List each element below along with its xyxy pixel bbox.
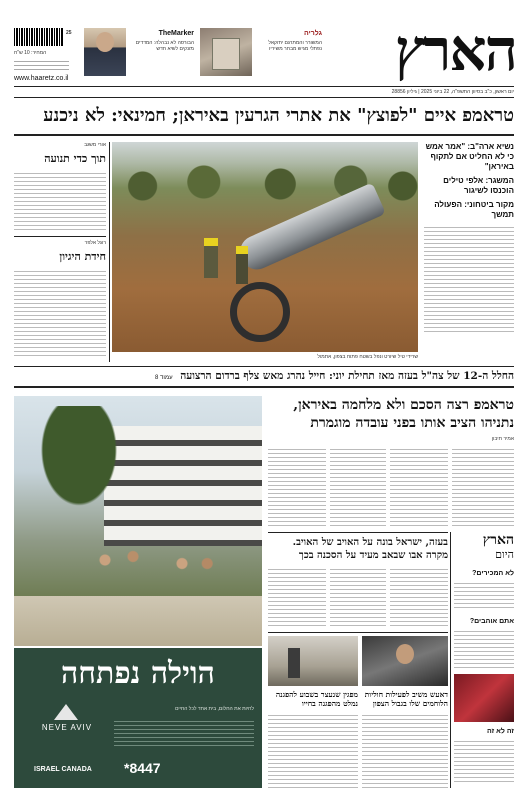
masthead	[0, 0, 526, 100]
story4-text-left	[268, 712, 358, 788]
opinion-author-2: רוגל אלפר	[84, 240, 106, 246]
today-panel-subtitle: היום	[495, 548, 514, 561]
building-facade	[104, 426, 262, 546]
opinion-divider	[14, 236, 106, 237]
today-item2-text	[454, 628, 514, 668]
today-item2-title[interactable]: אתם אוהבים?	[469, 618, 514, 625]
story4-text-right	[362, 712, 448, 788]
price-line: המחיר: 10 ש"ח	[14, 50, 47, 56]
opinion-title-2[interactable]: חידת היגיון	[59, 250, 106, 263]
responder-1	[204, 238, 218, 278]
lead-photo[interactable]	[112, 142, 418, 352]
path-walkway	[14, 596, 262, 646]
opinion-text-2	[14, 268, 106, 358]
ticker-rule-top	[14, 366, 514, 367]
story4-photo-right	[362, 636, 448, 686]
ad-logo-icon	[54, 704, 78, 720]
barcode	[14, 28, 64, 46]
today-item1-text	[454, 580, 514, 610]
story3-col2	[330, 566, 386, 628]
palm-tree	[34, 406, 124, 516]
opinion-title-1[interactable]: תוך כדי תנועה	[44, 152, 106, 165]
lead-body-text	[424, 224, 514, 334]
today-panel-title: הארץ	[482, 532, 514, 548]
galleria-label[interactable]: גלריה	[304, 30, 322, 37]
today-item3-text	[454, 738, 514, 782]
story2-col3	[330, 446, 386, 528]
lead-rule	[14, 134, 514, 136]
galleria-teaser-photo	[200, 28, 252, 76]
themarker-teaser-photo	[84, 28, 126, 76]
ad-headline: הוילה נפתחה	[61, 656, 215, 691]
story3-headline-line2: מקרה אבו שבאב מעיד על הסכנה בכך	[298, 550, 448, 561]
themarker-label[interactable]: TheMarker	[158, 30, 194, 37]
today-item1-title[interactable]: לא המכירים?	[472, 570, 514, 577]
website-url[interactable]: www.haaretz.co.il	[14, 75, 69, 82]
ad-partner: ISRAEL CANADA	[34, 766, 92, 773]
story2-headline[interactable]	[268, 396, 514, 432]
lead-kicker-column	[424, 142, 514, 352]
masthead-left-lines	[14, 58, 69, 72]
story4-rule	[268, 632, 448, 633]
ticker-headline[interactable]	[14, 369, 514, 383]
opinion-sidebar	[14, 142, 106, 362]
issue-number: 25	[66, 30, 72, 36]
today-panel	[454, 532, 514, 788]
masthead-rule-2	[14, 97, 514, 98]
lead-headline[interactable]: טראמפ איים "לפוצץ" את אתרי הגרעין באיראן; חמינאי: לא ניכנע	[43, 105, 514, 126]
ticker-rule-bottom	[14, 386, 514, 388]
masthead-rule	[14, 86, 514, 87]
today-panel-vrule	[450, 532, 451, 788]
story4-headline-left[interactable]: מפגין שנעצר בשבוע להפגנה נמלט מהפגנה בחייו	[275, 690, 358, 708]
dateline: יום ראשון, כ"ב בסיוון התשפ"ה, 22 ביוני 2025 | גיליון 28856	[391, 89, 514, 95]
story2-author: אמיר תיבון	[491, 436, 514, 442]
ticker-text: החלל ה-12 של צה"ל בעזה מאז תחילת יוני: חייל נהרג מאש צלף ברדום הרצועה	[180, 370, 514, 382]
ad-fine-print	[114, 718, 254, 748]
story2-col4	[268, 446, 326, 528]
lead-kicker-3: מקור ביטחוני: הפעולה תמשך	[434, 200, 514, 219]
lead-kicker-1: נשיא ארה"ב: "אמר אמש כי לא החליט אם לתקוף באיראן"	[425, 142, 514, 171]
real-estate-ad[interactable]	[14, 648, 262, 788]
opinion-author-1: אורי משגב	[84, 142, 106, 148]
today-item3-title[interactable]: זה לא זה	[487, 728, 514, 735]
story3-col3	[268, 566, 326, 628]
ad-brand: NEVE AVIV	[41, 723, 93, 732]
ad-phone[interactable]: *8447	[124, 760, 161, 776]
opinion-text-1	[14, 170, 106, 232]
story3-headline[interactable]	[268, 536, 448, 562]
story4-headline-right[interactable]: דאעש משיב לפעילות חוליות הלוחמים שלו בגבול הצפון	[364, 690, 448, 708]
sidebar-vrule	[109, 142, 110, 362]
lead-photo-caption: שרידי טיל שיורט ונפל בשטח פתוח בצפון, אתמול	[317, 354, 418, 360]
debris-wheel	[230, 282, 290, 342]
story2-headline-line1: טראמפ רצה הסכם ולא מלחמה באיראן,	[293, 397, 514, 413]
story2-headline-line2: נתניהו הציב אותו בפני עובדה מוגמרת	[310, 415, 514, 431]
masthead-logo[interactable]: הארץ	[394, 16, 516, 84]
story3-headline-line1: בעזה, ישראל בונה על האויב של האויב.	[292, 537, 448, 548]
ad-tagline: לחיות את החלום, בית אחד לכל החיים	[175, 706, 254, 712]
galleria-text: המשורר והמתרגם יחזקאל נפתלי מגיש מבחר משיריו	[268, 40, 322, 52]
story4-photo-left	[268, 636, 358, 686]
story2-col2	[390, 446, 448, 528]
ticker-page-ref: עמוד 8	[155, 375, 173, 381]
lead-kicker-2: המשגר: אלפי טילים הוכנסו לשיגור	[443, 176, 514, 195]
story3-col1	[390, 566, 448, 628]
today-item-photo	[454, 674, 514, 722]
story3-rule	[268, 532, 448, 533]
building-photo[interactable]	[14, 396, 262, 646]
themarker-text: הבורסה לא נבהלה: המדדים מזנקים לשיא חדש	[135, 40, 194, 52]
story2-col1	[452, 446, 514, 528]
responder-2	[236, 246, 248, 284]
